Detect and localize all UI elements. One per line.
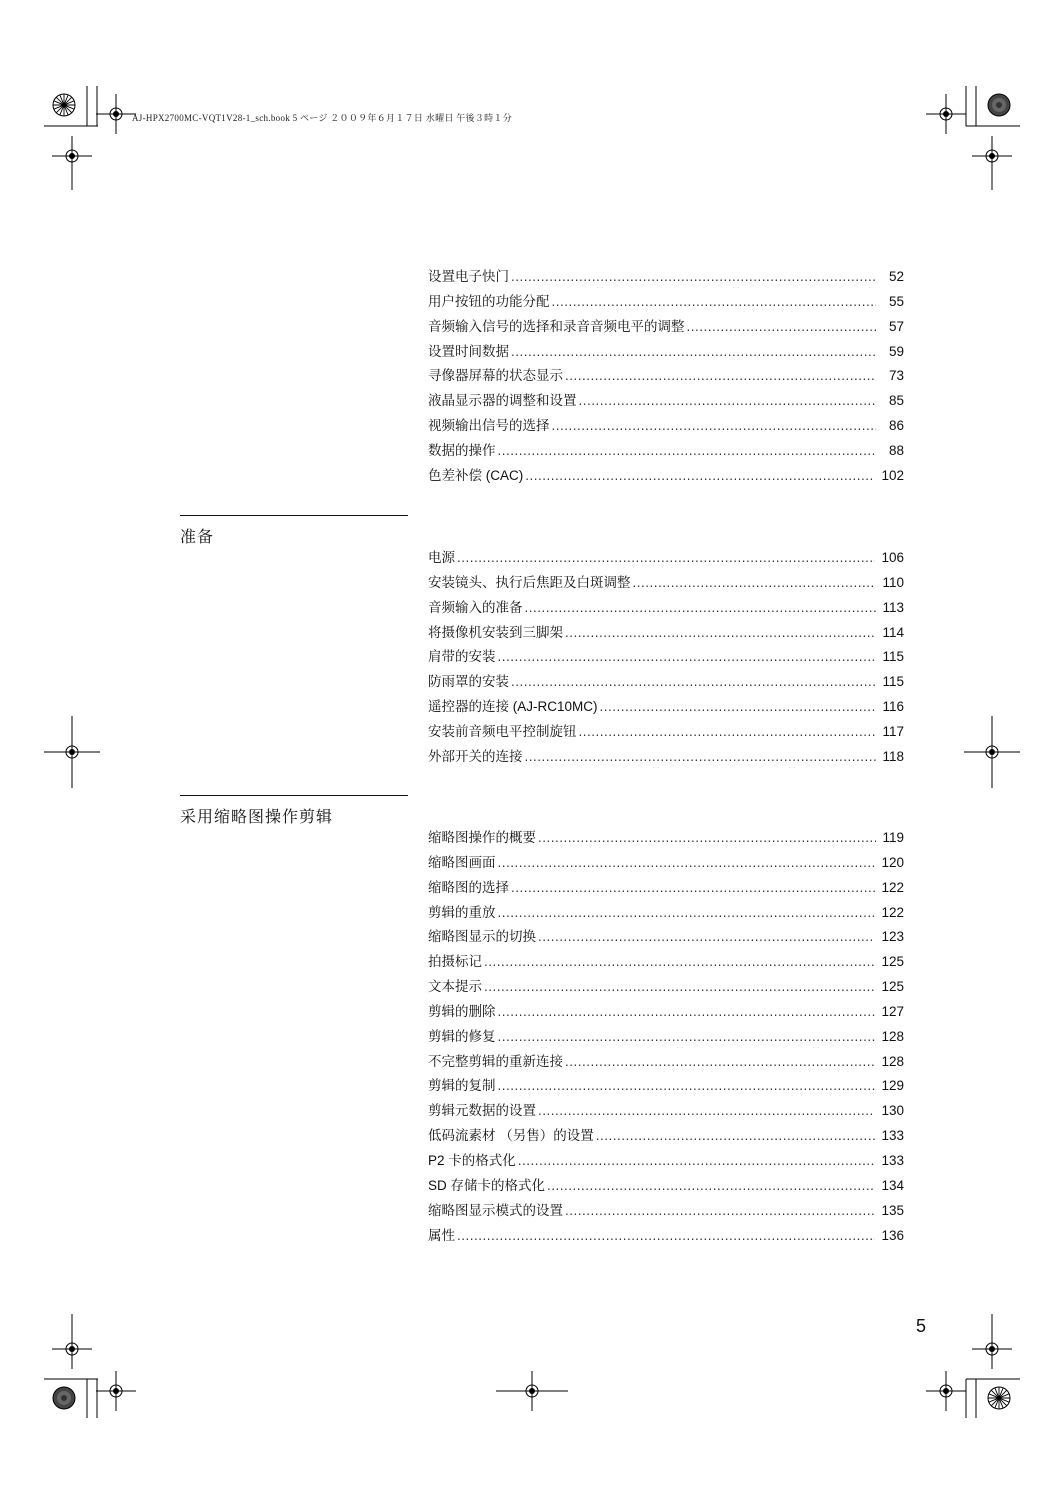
toc-page-number: 136	[881, 1227, 904, 1243]
toc-entry-title: 将摄像机安装到三脚架	[428, 624, 563, 640]
section-heading: 采用缩略图操作剪辑	[180, 809, 334, 826]
toc-entry-title: 视频输出信号的选择	[428, 418, 550, 434]
toc-page-number: 73	[888, 368, 904, 384]
toc-entry-title: 外部开关的连接	[428, 748, 523, 764]
toc-page-number: 128	[881, 1028, 904, 1044]
toc-entry-title: 电源	[428, 550, 455, 565]
toc-entry-title: 色差补偿 (CAC)	[428, 467, 524, 483]
toc-page-number: 122	[881, 879, 904, 895]
toc-page-number: 55	[888, 293, 904, 309]
toc-page-number: 52	[888, 269, 904, 284]
toc-entry-title: 不完整剪辑的重新连接	[428, 1053, 563, 1069]
toc-page-number: 116	[882, 699, 904, 715]
toc-page-number: 57	[888, 318, 904, 334]
toc-page-number: 115	[882, 649, 904, 665]
toc-page-number: 127	[881, 1003, 904, 1019]
toc-page-number: 59	[888, 343, 904, 359]
toc-entry-title: P2 卡的格式化	[428, 1152, 516, 1168]
toc-page-number: 134	[881, 1177, 904, 1193]
toc-page-number: 119	[882, 830, 904, 845]
toc-entry-title: 音频输入信号的选择和录音音频电平的调整	[428, 318, 685, 334]
toc-entry-title: 剪辑元数据的设置	[428, 1103, 536, 1119]
toc-entry-title: 缩略图的选择	[428, 879, 509, 895]
toc-page-number: 88	[888, 442, 904, 458]
print-header: AJ-HPX2700MC-VQT1V28-1_sch.book 5 ページ ２００９年６月１７日 水曜日 午後３時１分	[132, 113, 513, 123]
toc-page-number: 135	[881, 1202, 904, 1218]
toc-entry-title: 剪辑的修复	[428, 1028, 496, 1044]
toc-page-number: 125	[881, 954, 904, 970]
toc-entry-title: 防雨罩的安装	[428, 674, 509, 690]
toc-page-number: 115	[882, 674, 904, 690]
toc-entry-title: 剪辑的重放	[428, 904, 496, 920]
toc-page-number: 133	[881, 1128, 904, 1144]
toc-page-number: 123	[881, 929, 904, 945]
toc-entry-title: 拍摄标记	[428, 954, 482, 970]
toc-entry-title: 安装镜头、执行后焦距及白斑调整	[428, 574, 631, 590]
toc-page-number: 102	[881, 467, 904, 483]
toc-page-number: 106	[881, 550, 904, 565]
toc-entry-title: 缩略图显示模式的设置	[428, 1202, 563, 1218]
toc-page-number: 118	[882, 748, 904, 764]
toc-page-number: 128	[881, 1053, 904, 1069]
toc-page-number: 125	[881, 979, 904, 995]
toc-page-number: 130	[881, 1103, 904, 1119]
toc-page-number: 122	[881, 904, 904, 920]
toc-entry-title: 低码流素材 （另售）的设置	[428, 1128, 594, 1144]
toc-entry-title: 文本提示	[428, 979, 482, 995]
toc-page-number: 129	[881, 1078, 904, 1094]
toc-page-number: 114	[882, 624, 904, 640]
toc-page-number: 110	[882, 574, 904, 590]
toc-page-number: 113	[882, 599, 904, 615]
toc-entry-title: 属性	[428, 1227, 455, 1243]
toc-entry-title: 缩略图显示的切换	[428, 929, 536, 945]
toc-entry-title: 寻像器屏幕的状态显示	[428, 368, 563, 384]
toc-entry-title: 用户按钮的功能分配	[428, 293, 550, 309]
toc-entry-title: 肩带的安装	[428, 649, 496, 665]
page-number: 5	[916, 1316, 927, 1336]
section-heading: 准备	[180, 529, 215, 546]
toc-entry-title: 设置电子快门	[428, 269, 509, 284]
toc-entry-title: 数据的操作	[428, 442, 496, 458]
toc-page-number: 133	[881, 1152, 904, 1168]
toc-entry-title: SD 存储卡的格式化	[428, 1177, 546, 1193]
toc-entry-title: 剪辑的删除	[428, 1003, 496, 1019]
toc-entry-title: 安装前音频电平控制旋钮	[428, 723, 577, 739]
toc-entry-title: 设置时间数据	[428, 343, 509, 359]
toc-entry-title: 缩略图操作的概要	[428, 830, 536, 845]
toc-entry-title: 音频输入的准备	[428, 599, 523, 615]
toc-page-number: 120	[881, 854, 904, 870]
toc-entry-title: 缩略图画面	[428, 854, 496, 870]
toc-entry-title: 液晶显示器的调整和设置	[428, 393, 577, 409]
toc-page-number: 86	[888, 418, 904, 434]
toc-page-number: 117	[882, 723, 904, 739]
toc-entry-title: 遥控器的连接 (AJ-RC10MC)	[428, 699, 598, 715]
toc-entry-title: 剪辑的复制	[428, 1078, 496, 1094]
toc-page-number: 85	[888, 393, 904, 409]
